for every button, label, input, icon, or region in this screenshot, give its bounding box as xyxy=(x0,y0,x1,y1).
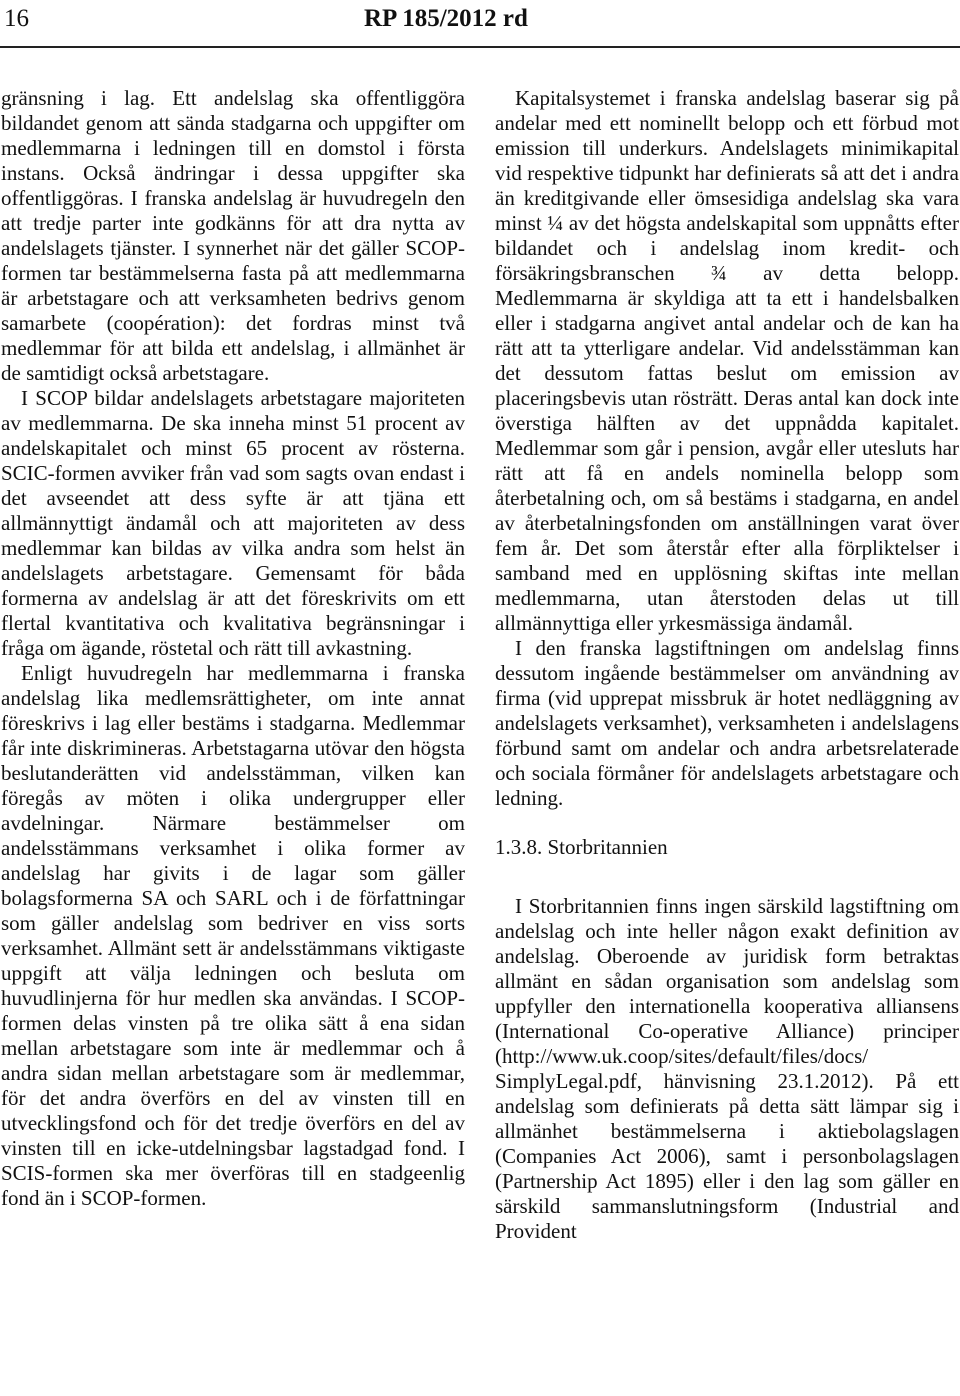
paragraph: Enligt huvudregeln har medlemmarna i franska andelslag lika medlemsrättigheter, om inte annat föreskrivs i lag eller bestäms i stadgarna. Medlemmar får inte diskrimineras. Arbetstagarna utövar den högsta beslutanderätten vid andelsstämman, vilken kan föregås av möten i olika undergrupper eller avdelningar. Närmare bestämmelser om andelsstämmans verksamhet i olika former av andelslag har givits i de lagar som gäller bolagsformerna SA och SARL och i de författningar som gäller andelslag som bedriver en viss sorts verksamhet. Allmänt sett är andelsstämmans viktigaste uppgift att välja ledningen och besluta om huvudlinjerna för hur medlen ska användas. I SCOP-formen delas vinsten på tre olika sätt å ena sidan mellan arbetstagare som inte är medlemmar och å andra sidan mellan arbetstagare som är medlemmar, för det andra överförs en del av vinsten till en utvecklingsfond och för det tredje överförs en del av vinsten till en icke-utdelningsbar lagstadgad fond. I SCIS-formen ska mer överföras till en stadgeenlig fond än i SCOP-formen. xyxy=(1,661,465,1210)
paragraph: I SCOP bildar andelslagets arbetstagare majoriteten av medlemmarna. De ska inneha minst 51 procent av andelskapitalet och minst 65 procent av rösterna. SCIC-formen avviker från vad som sagts ovan endast i det avseendet att dess syfte är att tjäna ett allmännyttigt ändamål och att majoriteten av dess medlemmar kan bildas av vilka andra som helst än andelslagets arbetstagare. Gemensamt för båda formerna av andelslag är att det föreskrivits om ett flertal kvantitativa och kvalitativa begränsningar i fråga om ägande, röstetal och rätt till avkastning. xyxy=(1,386,465,660)
paragraph: gränsning i lag. Ett andelslag ska offentliggöra bildandet genom att sända stadgarna och uppgifter om medlemmarna i ledningen till en domstol i första instans. Också ändringar i dessa uppgifter ska offentliggöras. I franska andelslag är huvudregeln den att tredje parter inte godkänns för att dra nytta av andelslagets tjänster. I synnerhet när det gäller SCOP-formen tar bestämmelserna fasta på att medlemmarna är arbetstagare och att verksamheten bedrivs genom samarbete (coopération): det fordras minst två medlemmar för att bilda ett andelslag, i allmänhet är de samtidigt också arbetstagare. xyxy=(1,86,465,385)
left-column xyxy=(1,86,465,1211)
page-number: 16 xyxy=(4,5,29,32)
paragraph: I Storbritannien finns ingen särskild lagstiftning om andelslag och inte heller någon exakt definition av andelslag. Oberoende av juridisk form betraktas allmänt en sådan organisation som andelslag som uppfyller den internationella kooperativa alliansens (International Co-operative Alliance) principer (http://www.uk.coop/sites/default/files/docs/ SimplyLegal.pdf, hänvisning 23.1.2012). På ett andelslag som definierats på detta sätt lämpar sig i allmänhet bestämmelserna i aktiebolagslagen (Companies Act 2006), samt i personbolagslagen (Partnership Act 1895) eller i den lag som gäller en särskild sammanslutningsform (Industrial and Provident xyxy=(495,894,959,1243)
right-column xyxy=(495,86,959,1244)
paragraph: I den franska lagstiftningen om andelslag finns dessutom ingående bestämmelser om användning av firma (vid upprepat missbruk är hotet nedläggning av andelslagets verksamhet), verksamheten i andelslagens förbund samt om andelar och andra arbetsrelaterade och sociala förmåner för andelslagets arbetstagare och ledning. xyxy=(495,636,959,810)
header-divider xyxy=(0,46,960,48)
document-reference: RP 185/2012 rd xyxy=(364,5,528,32)
section-heading: 1.3.8. Storbritannien xyxy=(495,835,668,859)
paragraph: Kapitalsystemet i franska andelslag baserar sig på andelar med ett nominellt belopp och ett förbud mot emission till underkurs. Andelslagets minimikapital vid respektive tidpunkt har definierats så att det i andra än kreditgivande eller ömsesidiga andelslag ska vara minst ¼ av det högsta andelskapital som uppnåtts efter bildandet och i andelslag inom kredit- och försäkringsbranschen ¾ av detta belopp. Medlemmarna är skyldiga att ta ett i handelsbalken eller i stadgarna angivet antal andelar och de kan ha rätt att ta ytterligare andelar. Vid andelsstämman kan det dessutom fattas beslut om emission av placeringsbevis utan rösträtt. Deras antal kan dock inte överstiga hälften av det uppnådda kapitalet. Medlemmar som går i pension, avgår eller utesluts har rätt att få en andels nominella belopp som återbetalning och, om så bestäms i stadgarna, en andel av återbetalningsfonden om anställningen varat över fem år. Det som återstår efter alla förpliktelser i samband med en upplösning skiftas inte mellan medlemmarna, utan återstoden delas ut till allmännyttiga eller yrkesmässiga ändamål. xyxy=(495,86,959,635)
